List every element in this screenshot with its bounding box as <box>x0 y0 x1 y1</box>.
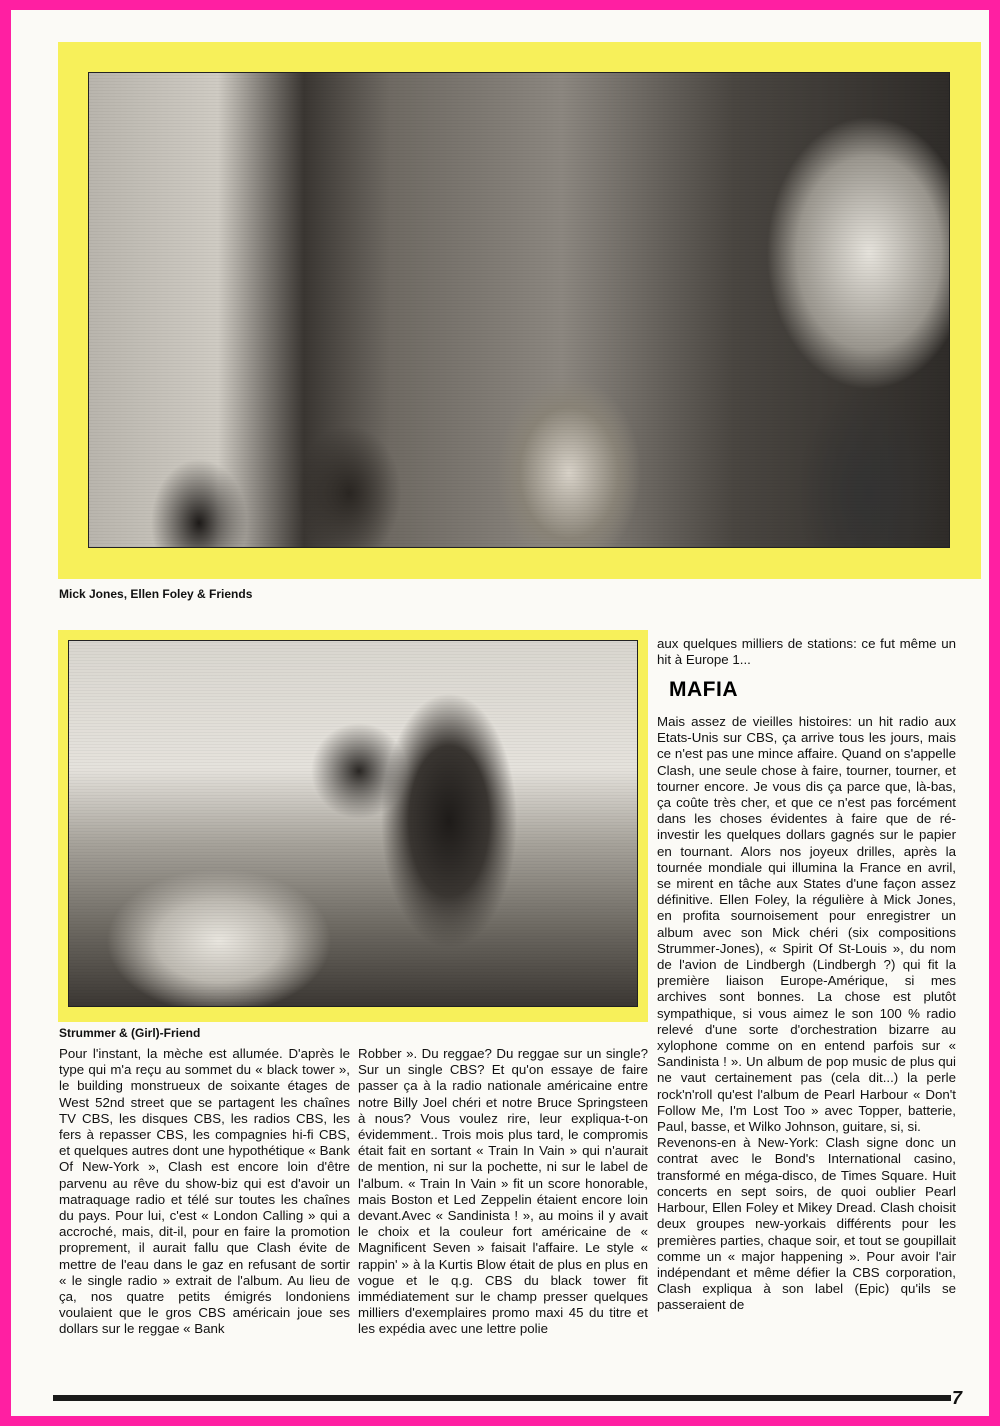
magazine-page <box>11 10 989 1416</box>
photo2-caption: Strummer & (Girl)-Friend <box>59 1026 201 1040</box>
photo1-caption: Mick Jones, Ellen Foley & Friends <box>59 587 253 601</box>
footer-rule <box>53 1395 951 1401</box>
photo-texture <box>89 73 949 547</box>
article-column-2 <box>358 1046 648 1338</box>
article-column-3 <box>657 714 956 1314</box>
photo1-frame <box>58 42 981 579</box>
column-3-intro-text: aux quelques milliers de stations: ce fut même un hit à Europe 1... <box>657 636 956 668</box>
section-heading-mafia: MAFIA <box>669 678 738 701</box>
column-2-paragraph: Robber ». Du reggae? Du reggae sur un single? Sur un single CBS? Et qu'on essaye de faire passer ça à la radio nationale américaine entre notre Billy Joel chéri et notre Bruce Springsteen à nous? Vous voulez rire, leur expliqua-t-on évidemment.. Trois mois plus tard, le compromis était fait en sortant « Train In Vain » qui n'aurait de mention, ni sur la pochette, ni sur le label de l'album. « Train In Vain » fit un score honorable, mais Boston et Led Zeppelin étaient encore loin devant.Avec « Sandinista ! », au moins il y avait le choix et la couleur fort américaine de « Magnificent Seven » faisait l'affaire. Le style « rappin' » à la Kurtis Blow était de plus en plus en vogue et le q.g. CBS du black tower fit immédiatement sur le champ presser quelques milliers d'exemplaires promo maxi 45 du titre et les expédia avec une lettre polie <box>358 1046 648 1337</box>
photo-texture <box>69 641 637 1006</box>
column-1-paragraph: Pour l'instant, la mèche est allumée. D'après le type qui m'a reçu au sommet du « black tower », le building monstrueux de soixante étages de West 52nd street que se partagent les chaînes TV CBS, les disques CBS, les radios CBS, les fers à repasser CBS, les compagnies hi-fi CBS, et quelques autres dont une hypothétique « Bank Of New-York », Clash est encore loin d'être parvenu au rêve du show-biz qui est d'avoir un matraquage radio et télé sur toutes les chaînes du pays. Pour lui, c'est « London Calling » qui a accroché, mais, dit-il, pour en faire la promotion proprement, il aurait fallu que Clash évite de mettre de l'eau dans le gaz en refusant de sortir « le single radio » extrait de l'album. Au lieu de ça, nos quatre petits émigrés londoniens voulaient que le gros CBS américain joue ses dollars sur le reggae « Bank <box>59 1046 350 1337</box>
photo-strummer-girlfriend <box>68 640 638 1007</box>
article-column-1 <box>59 1046 350 1338</box>
article-column-3-intro <box>657 636 956 668</box>
photo-mick-jones-ellen-foley <box>88 72 950 548</box>
column-3-paragraph: Revenons-en à New-York: Clash signe donc un contrat avec le Bond's International casino, transformé en méga-disco, de Times Square. Huit concerts en sept soirs, de quoi oublier Pearl Harbour, Ellen Foley et Mikey Dread. Clash choisit deux groupes new-yorkais différents pour les premières parties, chaque soir, et tout se goupillait comme un « major happening ». Pour avoir l'air indépendant et même défier la CBS corporation, Clash expliqua à son label (Epic) qu'ils se passeraient de <box>657 1135 956 1313</box>
page-number: 7 <box>952 1388 963 1408</box>
column-3-paragraph: Mais assez de vieilles histoires: un hit radio aux Etats-Unis sur CBS, ça arrive tous les jours, mais ce n'est pas une mince affaire. Quand on s'appelle Clash, une seule chose à faire, tourner, tourner, et tourner encore. Je vous dis ça parce que, là-bas, ça coûte très cher, et que ce n'est pas forcément dans les choses évidentes à faire que de ré-investir les quelques dollars gagnés sur le papier en tournant. Alors nos joyeux drilles, après la tournée mondiale qui illumina la France en avril, se mirent en tâche aux States d'une façon assez définitive. Ellen Foley, la régulière à Mick Jones, en profita sournoisement pour enregistrer un album avec son Mick chéri (six compositions Strummer-Jones), « Spirit Of St-Louis », du nom de l'avion de Lindbergh (Lindbergh ?) qui fit la première liaison Europe-Amérique, si mes archives sont bonnes. La chose est plutôt sympathique, si vous aimez le son 100 % radio relevé d'une sorte d'orchestration bizarre au xylophone comme on en entend parfois sur « Sandinista ! ». Un album de pop music de plus qui ne vaut certainement pas (cela dit...) la perle rock'n'roll qu'est l'album de Pearl Harbour « Don't Follow Me, I'm Lost Too » avec Topper, batterie, Paul, basse, et Wilko Johnson, guitare, si, si. <box>657 714 956 1135</box>
photo2-frame <box>58 630 648 1022</box>
